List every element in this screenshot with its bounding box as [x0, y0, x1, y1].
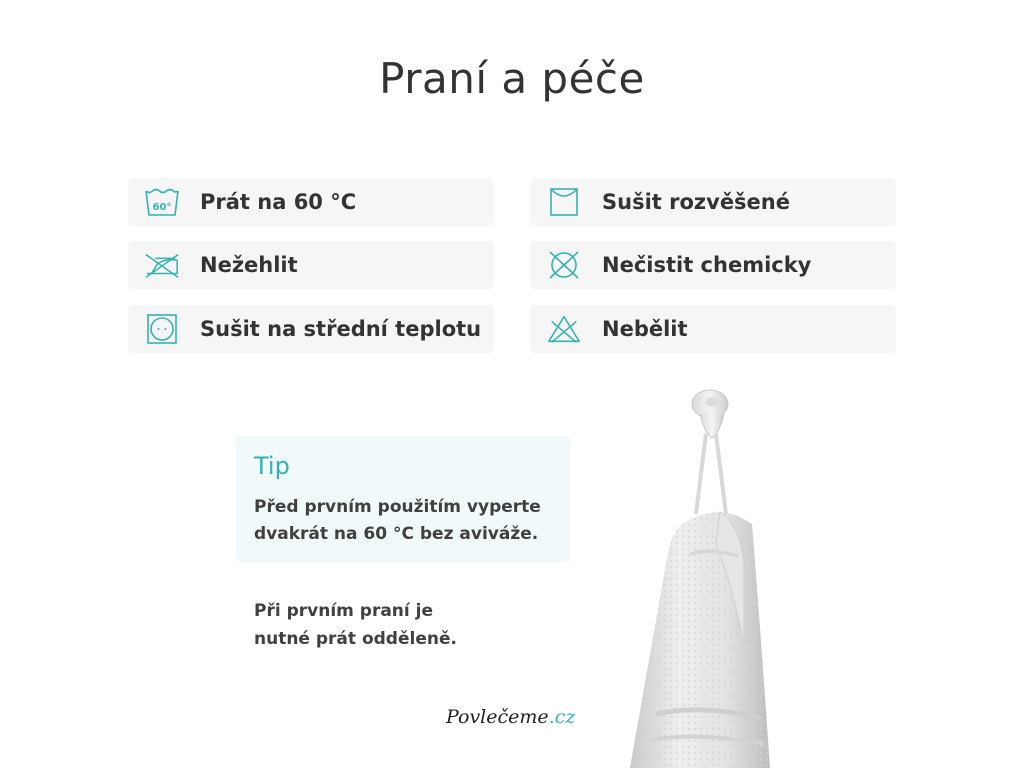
line-dry-icon — [546, 186, 582, 218]
towel-on-hook-image — [620, 384, 820, 768]
wash-note — [254, 597, 554, 653]
brand-logo — [446, 706, 575, 728]
page-title: Praní a péče — [379, 54, 645, 103]
care-item-tumble-dry-medium — [128, 305, 494, 353]
note-line-1: Při prvním praní je — [254, 601, 434, 621]
care-label-wash-60: Prát na 60 °C — [200, 190, 357, 214]
note-line-2: nutné prát odděleně. — [254, 629, 457, 649]
care-item-no-iron — [128, 241, 494, 289]
wash-60-icon — [144, 186, 180, 218]
no-dry-clean-icon — [546, 249, 582, 281]
brand-name: Povlečeme — [446, 706, 549, 728]
care-item-no-bleach — [530, 305, 896, 353]
tumble-dry-medium-icon — [144, 313, 180, 345]
care-item-no-dry-clean — [530, 241, 896, 289]
care-item-line-dry — [530, 178, 896, 226]
care-label-no-bleach: Nebělit — [602, 317, 688, 341]
care-item-wash-60 — [128, 178, 494, 226]
care-label-no-iron: Nežehlit — [200, 253, 298, 277]
tip-text — [254, 494, 564, 548]
wash-60-icon-text: 60° — [152, 202, 172, 213]
care-label-tumble-dry-medium: Sušit na střední teplotu — [200, 317, 482, 341]
brand-tld: .cz — [548, 706, 576, 728]
no-bleach-icon — [546, 313, 582, 345]
no-iron-icon — [144, 249, 180, 281]
tip-text-line-2: dvakrát na 60 °C bez aviváže. — [254, 524, 539, 544]
care-label-no-dry-clean: Nečistit chemicky — [602, 253, 812, 277]
care-label-line-dry: Sušit rozvěšené — [602, 190, 790, 214]
tip-box — [236, 436, 570, 562]
tip-text-line-1: Před prvním použitím vyperte — [254, 497, 541, 517]
tip-title: Tip — [254, 452, 290, 480]
